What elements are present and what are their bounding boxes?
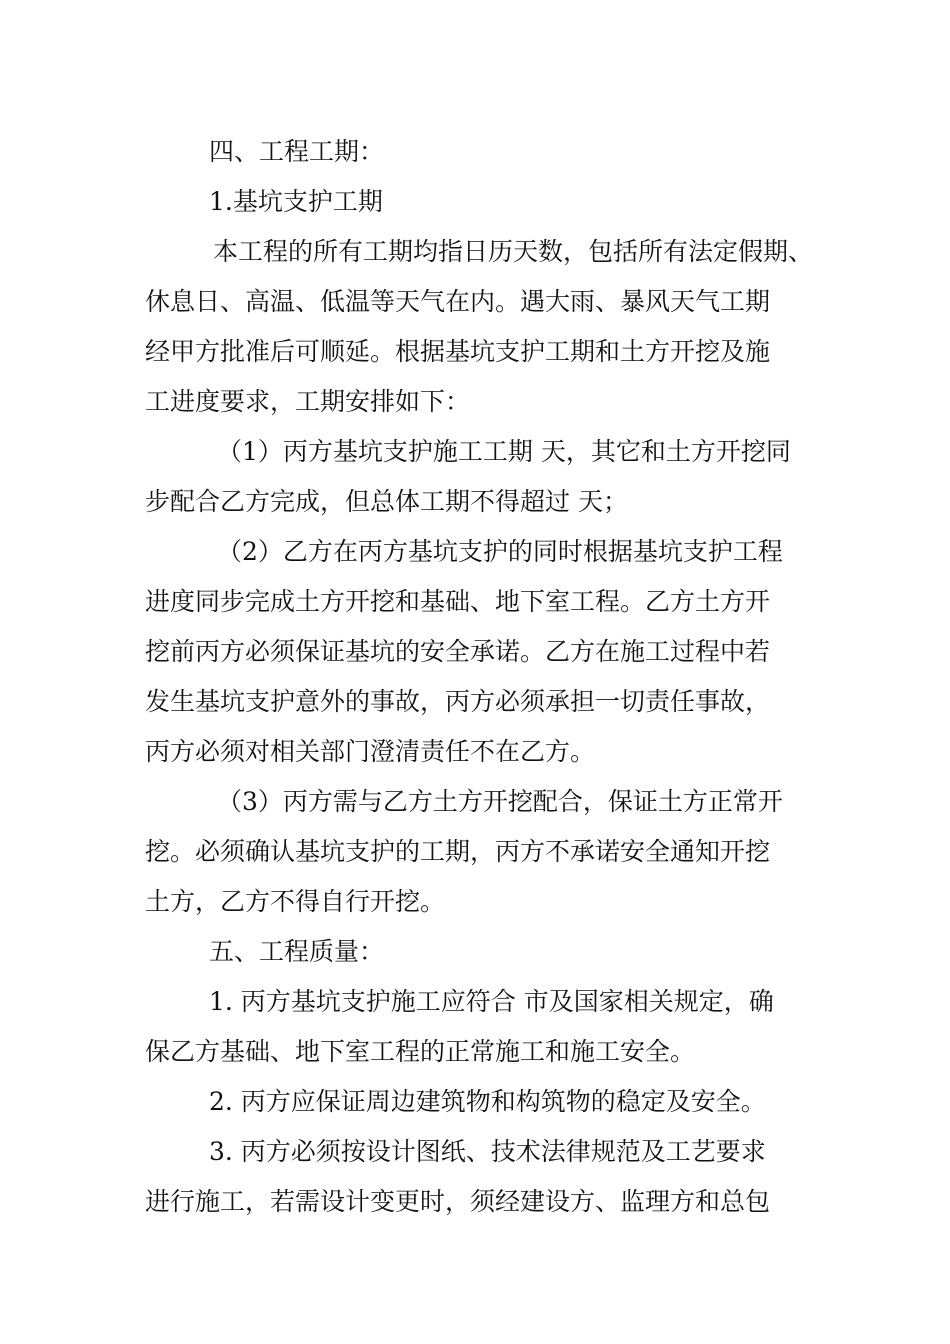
paragraph-line: 经甲方批准后可顺延。根据基坑支护工期和土方开挖及施 [145,337,771,366]
paragraph-line: 本工程的所有工期均指日历天数，包括所有法定假期、 [213,237,814,266]
quality-item-3-line: 进行施工，若需设计变更时，须经建设方、监理方和总包 [145,1187,771,1216]
quality-item-3-line: 3. 丙方必须按设计图纸、技术法律规范及工艺要求 [209,1137,766,1166]
section-heading-schedule: 四、工程工期： [209,137,385,166]
clause-2-line: 进度同步完成土方开挖和基础、地下室工程。乙方土方开 [145,587,771,616]
clause-2-line: 挖前丙方必须保证基坑的安全承诺。乙方在施工过程中若 [145,637,771,666]
paragraph-line: 工进度要求，工期安排如下： [145,387,471,416]
clause-1-line: 步配合乙方完成，但总体工期不得超过 天； [145,487,628,516]
clause-2-line: 发生基坑支护意外的事故，丙方必须承担一切责任事故， [145,687,771,716]
clause-3-line: （3）丙方需与乙方土方开挖配合，保证土方正常开 [217,787,783,816]
quality-item-1-line: 1. 丙方基坑支护施工应符合 市及国家相关规定，确 [209,987,774,1016]
quality-item-1-line: 保乙方基础、地下室工程的正常施工和施工安全。 [145,1037,696,1066]
clause-3-line: 挖。必须确认基坑支护的工期，丙方不承诺安全通知开挖 [145,837,771,866]
clause-3-line: 土方，乙方不得自行开挖。 [145,887,446,916]
paragraph-line: 休息日、高温、低温等天气在内。遇大雨、暴风天气工期 [145,287,771,316]
subsection-heading-pit-support: 1.基坑支护工期 [209,187,383,216]
quality-item-2-line: 2. 丙方应保证周边建筑物和构筑物的稳定及安全。 [209,1087,766,1116]
clause-1-line: （1）丙方基坑支护施工工期 天，其它和土方开挖同 [217,437,791,466]
section-heading-quality: 五、工程质量： [209,937,385,966]
clause-2-line: 丙方必须对相关部门澄清责任不在乙方。 [145,737,596,766]
clause-2-line: （2）乙方在丙方基坑支护的同时根据基坑支护工程 [217,537,783,566]
document-body [145,127,814,1227]
